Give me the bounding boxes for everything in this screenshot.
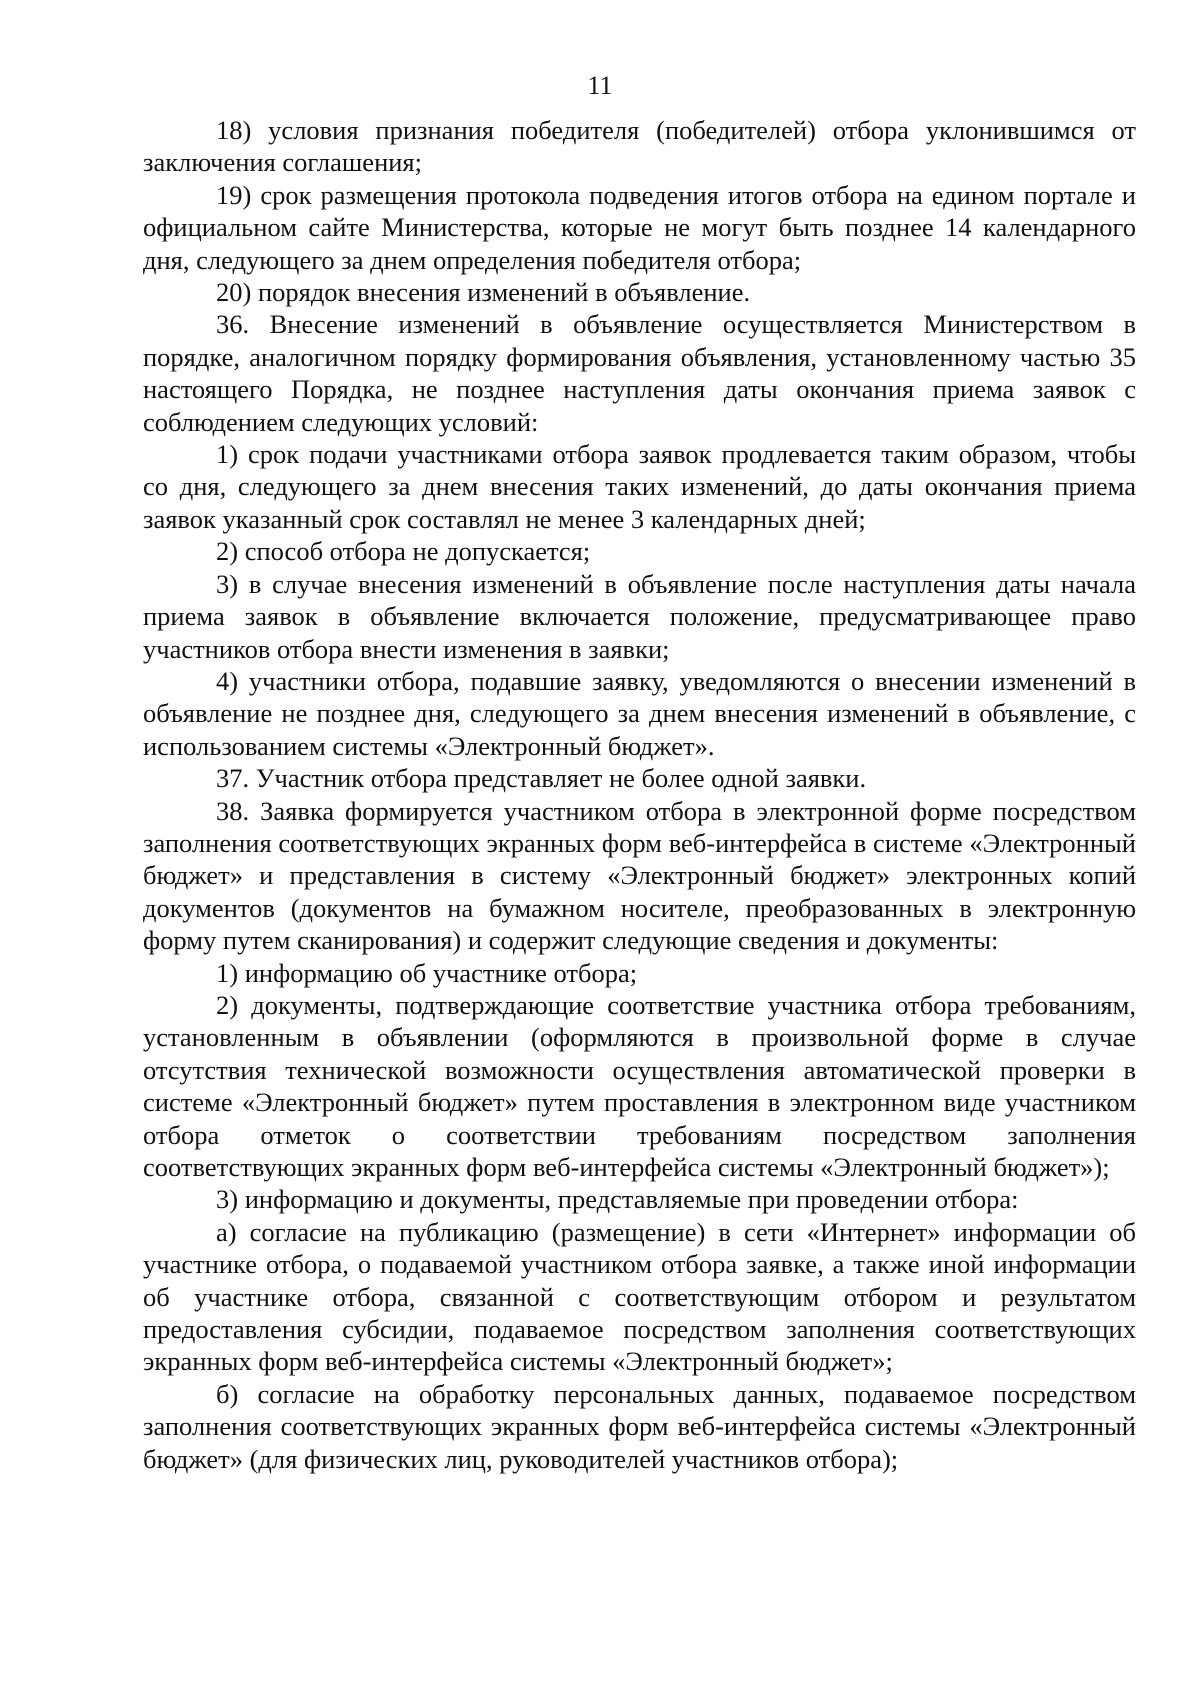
paragraph-condition-1: 1) срок подачи участниками отбора заявок продлевается таким образом, чтобы со дня, следующего за днем внесения таких изменений, до даты окончания приема заявок указанный срок составлял не менее 3 календарных дней; (143, 439, 1136, 534)
paragraph-document-3: 3) информацию и документы, представляемые при проведении отбора: (216, 1184, 1019, 1215)
document-body (143, 114, 1136, 1475)
paragraph-condition-3: 3) в случае внесения изменений в объявление после наступления даты начала приема заявок в объявление включается положение, предусматривающее право участников отбора внести изменения в заявки; (143, 568, 1136, 664)
paragraph-section-36: 36. Внесение изменений в объявление осуществляется Министерством в порядке, аналогичном порядку формирования объявления, установленному частью 35 настоящего Порядка, не позднее наступления даты окончания приема заявок с соблюдением следующих условий: (143, 309, 1136, 437)
paragraph-section-38: 38. Заявка формируется участником отбора в электронной форме посредством заполнения соответствующих экранных форм веб-интерфейса в системе «Электронный бюджет» и представления в систему «Электронный бюджет» электронных копий документов (документов на бумажном носителе, преобразованных в электронную форму путем сканирования) и содержит следующие сведения и документы: (143, 795, 1136, 956)
paragraph-document-1: 1) информацию об участнике отбора; (216, 957, 638, 988)
paragraph-section-37: 37. Участник отбора представляет не более одной заявки. (216, 763, 867, 794)
paragraph-document-3a: а) согласие на публикацию (размещение) в сети «Интернет» информации об участнике отбора, о подаваемой участником отбора заявке, а также иной информации об участнике отбора, связанной с соответствующим отбором и результатом предоставления субсидии, подаваемое посредством заполнения соответствующих экранных форм веб-интерфейса системы «Электронный бюджет»; (143, 1216, 1136, 1377)
page-number: 11 (587, 71, 613, 100)
paragraph-condition-2: 2) способ отбора не допускается; (216, 536, 591, 567)
paragraph-document-2: 2) документы, подтверждающие соответствие участника отбора требованиям, установленным в объявлении (оформляются в произвольной форме в случае отсутствия технической возможности осуществления автоматической проверки в системе «Электронный бюджет» путем проставления в электронном виде участником отбора отметок о соответствии требованиям посредством заполнения соответствующих экранных форм веб-интерфейса системы «Электронный бюджет»); (143, 989, 1136, 1182)
paragraph-item-20: 20) порядок внесения изменений в объявление. (216, 277, 751, 308)
paragraph-item-19: 19) срок размещения протокола подведения итогов отбора на едином портале и официальном сайте Министерства, которые не могут быть позднее 14 календарного дня, следующего за днем определения победителя отбора; (143, 179, 1136, 275)
paragraph-item-18: 18) условия признания победителя (победителей) отбора уклонившимся от заключения соглашения; (143, 115, 1136, 178)
paragraph-condition-4: 4) участники отбора, подавшие заявку, уведомляются о внесении изменений в объявление не позднее дня, следующего за днем внесения изменений в объявление, с использованием системы «Электронный бюджет». (143, 665, 1136, 761)
paragraph-document-3b: б) согласие на обработку персональных данных, подаваемое посредством заполнения соответствующих экранных форм веб-интерфейса системы «Электронный бюджет» (для физических лиц, руководителей участников отбора); (143, 1378, 1136, 1474)
